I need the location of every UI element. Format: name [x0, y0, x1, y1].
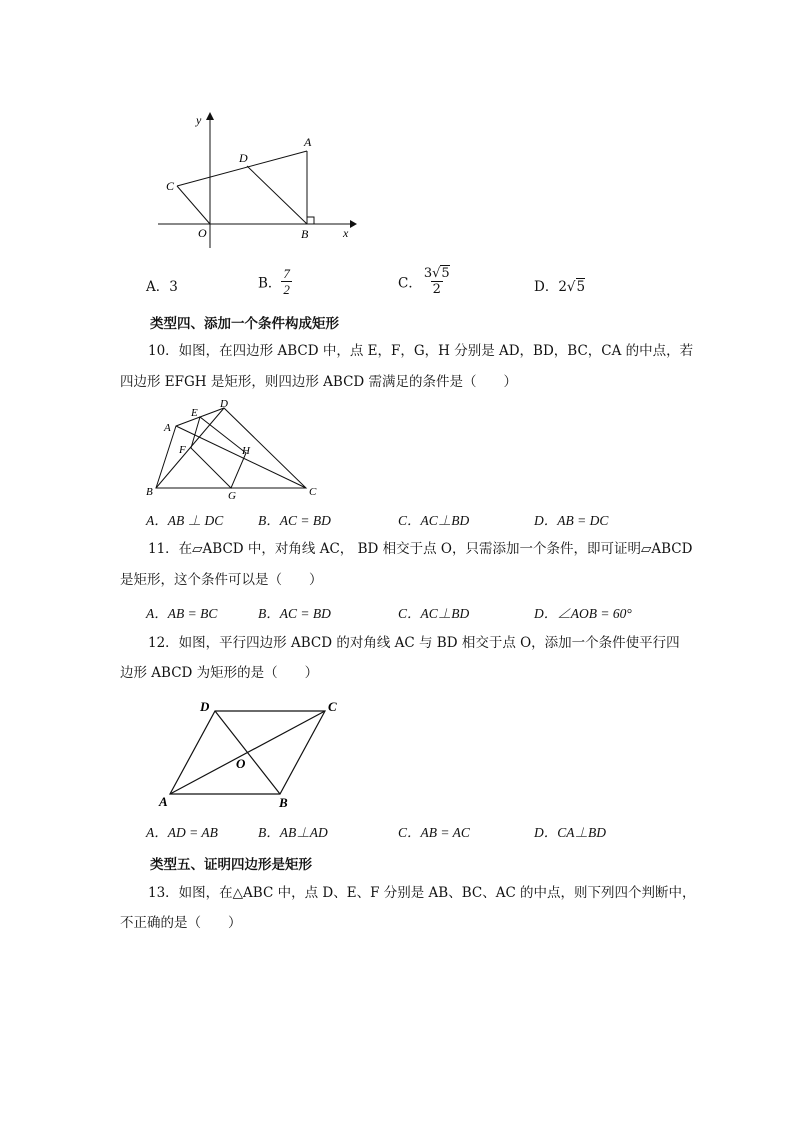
section5-heading: 类型五、证明四边形是矩形 — [150, 857, 312, 873]
q10-line2: 四边形 EFGH 是矩形，则四边形 ABCD 需满足的条件是（ ） — [120, 374, 518, 390]
q12-option-c[interactable]: C．AB = AC — [398, 825, 470, 840]
right-angle-mark — [307, 217, 314, 224]
q11-option-c[interactable]: C．AC⊥BD — [398, 606, 470, 621]
q9-option-c-fraction — [422, 266, 452, 297]
label-C: C — [309, 486, 317, 498]
label-D: D — [200, 699, 210, 714]
label-A: A — [159, 794, 168, 809]
q9-option-a-prefix: A． — [146, 279, 170, 295]
q12-parallelogram-figure — [150, 696, 350, 811]
label-E: E — [191, 407, 198, 419]
q9-option-d-sqrt-icon: √ — [566, 279, 576, 295]
q9-option-c-prefix: C． — [398, 275, 422, 292]
diagonal-AC — [176, 426, 306, 488]
q13-line1: 13．如图，在△ABC 中，点 D、E、F 分别是 AB、BC、AC 的中点，则下列四个判断中， — [148, 885, 696, 901]
q11-option-d[interactable]: D．∠AOB = 60° — [534, 606, 632, 621]
q11-line2: 是矩形，这个条件可以是（ ） — [120, 572, 323, 588]
label-B: B — [279, 795, 288, 810]
q9-option-d-prefix: D． — [534, 279, 559, 295]
label-D: D — [220, 398, 228, 410]
q10-option-d[interactable]: D．AB = DC — [534, 513, 609, 528]
section4-heading: 类型四、添加一个条件构成矩形 — [150, 316, 339, 332]
label-O: O — [236, 756, 246, 771]
x-axis-arrow-icon — [350, 220, 357, 228]
quad-EFGH — [191, 417, 246, 488]
q9-option-b-fraction — [281, 266, 292, 297]
q10-line1: 10．如图，在四边形 ABCD 中，点 E，F，G，H 分别是 AD，BD，BC，CA 的中点，若 — [148, 343, 694, 359]
label-B: B — [301, 227, 309, 241]
label-H: H — [242, 445, 250, 457]
q11-line1: 11．在▱ABCD 中，对角线 AC， BD 相交于点 O，只需添加一个条件，即可证明▱ABCD — [148, 541, 693, 557]
label-F: F — [179, 444, 186, 456]
label-A: A — [304, 135, 312, 149]
coordinate-figure — [150, 108, 365, 253]
q9-option-b-den: 2 — [283, 282, 290, 297]
label-C: C — [166, 179, 175, 193]
diagonal-BD — [215, 711, 280, 794]
diagonal-BD — [156, 408, 224, 488]
q10-option-a[interactable]: A．AB ⊥ DC — [146, 513, 224, 528]
q9-option-a[interactable] — [146, 275, 178, 295]
segment-DB — [247, 166, 307, 224]
label-D: D — [239, 151, 248, 165]
q12-option-d[interactable]: D．CA⊥BD — [534, 825, 606, 840]
q9-option-c[interactable] — [398, 266, 452, 297]
q10-option-b[interactable]: B．AC = BD — [258, 513, 331, 528]
q9-option-d[interactable] — [534, 275, 585, 295]
q9-option-d-coef: 2 — [558, 279, 567, 295]
q12-line2: 边形 ABCD 为矩形的是（ ） — [120, 665, 319, 681]
q13-line2: 不正确的是（ ） — [120, 915, 242, 931]
q9-option-c-den: 2 — [432, 282, 441, 297]
label-A: A — [164, 422, 171, 434]
q9-option-b-num: 7 — [283, 266, 290, 281]
label-O: O — [198, 226, 207, 240]
q10-option-c[interactable]: C．AC⊥BD — [398, 513, 470, 528]
label-B: B — [146, 486, 153, 498]
q12-option-a[interactable]: A．AD = AB — [146, 825, 218, 840]
q9-option-c-rad: 5 — [441, 266, 450, 281]
q9-option-b[interactable] — [258, 266, 292, 297]
y-axis-arrow-icon — [206, 112, 214, 120]
q9-option-c-coef: 3 — [423, 266, 433, 281]
q9-option-b-prefix: B． — [258, 275, 282, 292]
q10-quadrilateral-figure — [146, 398, 326, 503]
q12-option-b[interactable]: B．AB⊥AD — [258, 825, 328, 840]
label-C: C — [328, 699, 337, 714]
q12-line1: 12．如图，平行四边形 ABCD 的对角线 AC 与 BD 相交于点 O，添加一个条件使平行四 — [148, 635, 680, 651]
q9-option-a-value: 3 — [169, 279, 178, 295]
q9-option-c-sqrt-icon: √ — [432, 266, 441, 281]
q9-option-d-rad: 5 — [576, 279, 586, 295]
q11-option-b[interactable]: B．AC = BD — [258, 606, 331, 621]
label-G: G — [228, 490, 236, 502]
label-x: x — [343, 226, 349, 240]
segment-CO — [177, 186, 210, 224]
label-y: y — [196, 113, 202, 127]
q11-option-a[interactable]: A．AB = BC — [146, 606, 218, 621]
